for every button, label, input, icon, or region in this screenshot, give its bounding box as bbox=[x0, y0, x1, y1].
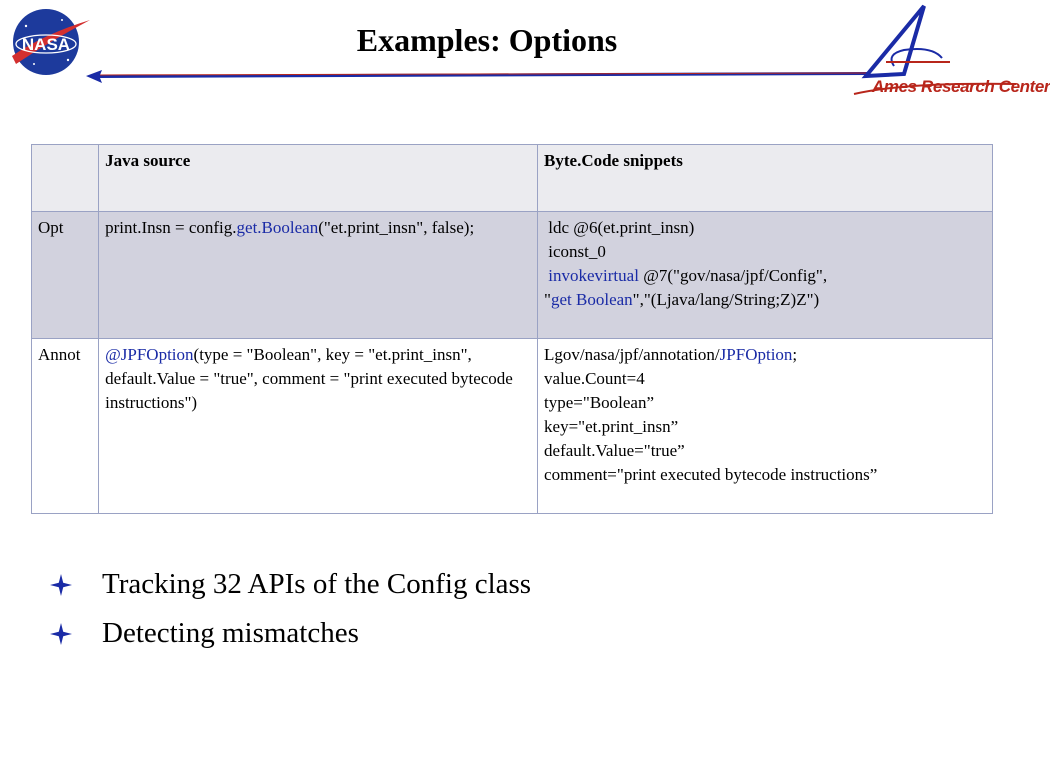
table-header-row bbox=[32, 145, 993, 212]
header-java-source: Java source bbox=[99, 145, 538, 212]
ames-research-center-label: Ames Research Center bbox=[872, 77, 1050, 96]
bullet-list bbox=[50, 560, 531, 658]
table-row-opt bbox=[32, 212, 993, 339]
header-bytecode-snippets: Byte.Code snippets bbox=[538, 145, 993, 212]
slide-title: Examples: Options bbox=[356, 22, 618, 58]
list-item bbox=[50, 609, 531, 658]
table-row-annot bbox=[32, 339, 993, 514]
nasa-logo-text: NASA bbox=[21, 35, 71, 54]
row-label-annot: Annot bbox=[32, 339, 99, 514]
row-label-opt: Opt bbox=[32, 212, 99, 339]
annot-bytecode: Lgov/nasa/jpf/annotation/JPFOption; value.Count=4 type="Boolean” key="et.print_insn” default.Value="true” comment="print executed bytecode instructions” bbox=[538, 339, 993, 514]
header-divider-line bbox=[82, 60, 872, 90]
list-item bbox=[50, 560, 531, 609]
four-point-star-icon bbox=[50, 574, 72, 596]
options-table bbox=[31, 144, 993, 514]
header-cell-empty bbox=[32, 145, 99, 212]
opt-java-source: print.Insn = config.get.Boolean("et.print_insn", false); bbox=[99, 212, 538, 339]
opt-bytecode: ldc @6(et.print_insn) iconst_0 invokevirtual @7("gov/nasa/jpf/Config", "get Boolean","(Ljava/lang/String;Z)Z") bbox=[538, 212, 993, 339]
bullet-text: Detecting mismatches bbox=[102, 617, 359, 649]
four-point-star-icon bbox=[50, 623, 72, 645]
annot-java-source: @JPFOption(type = "Boolean", key = "et.print_insn", default.Value = "true", comment = "print executed bytecode instructions") bbox=[99, 339, 538, 514]
bullet-text: Tracking 32 APIs of the Config class bbox=[102, 568, 532, 600]
